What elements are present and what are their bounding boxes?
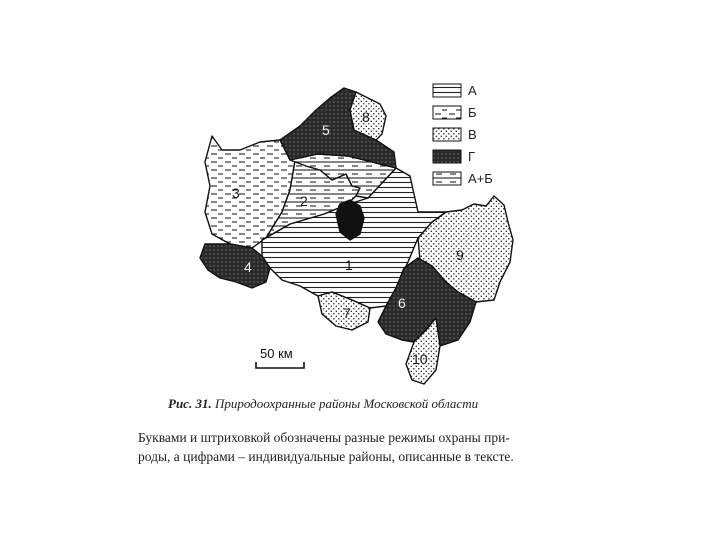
oblast-map bbox=[200, 88, 513, 384]
description-line-1: Буквами и штриховкой обозначены разные режимы охраны при- bbox=[138, 430, 510, 445]
legend-swatch-g bbox=[433, 150, 461, 163]
figure-caption bbox=[168, 396, 588, 412]
region-label-9: 9 bbox=[456, 247, 464, 263]
legend-swatch-v bbox=[433, 128, 461, 141]
region-4-area bbox=[200, 244, 270, 288]
region-label-8: 8 bbox=[362, 109, 370, 125]
region-label-1: 1 bbox=[345, 257, 353, 273]
description-line-2: роды, а цифрами – индивидуальные районы, описанные в тексте. bbox=[138, 449, 514, 464]
figure-number: Рис. 31. bbox=[168, 396, 212, 411]
legend-label-g: Г bbox=[468, 149, 476, 164]
legend-swatch-b bbox=[433, 106, 461, 119]
region-label-5: 5 bbox=[322, 122, 330, 138]
region-label-2: 2 bbox=[300, 193, 308, 209]
legend-label-ab: А+Б bbox=[468, 171, 493, 186]
scale-bar bbox=[256, 346, 304, 368]
region-label-6: 6 bbox=[398, 295, 406, 311]
scale-line bbox=[256, 362, 304, 368]
legend bbox=[433, 83, 493, 186]
region-label-4: 4 bbox=[244, 259, 252, 275]
legend-label-v: В bbox=[468, 127, 477, 142]
figure-title: Природоохранные районы Московской области bbox=[214, 396, 479, 411]
legend-swatch-a bbox=[433, 84, 461, 97]
legend-swatch-ab bbox=[433, 172, 461, 185]
region-label-7: 7 bbox=[343, 305, 351, 321]
figure-description bbox=[138, 428, 586, 466]
region-label-3: 3 bbox=[232, 185, 240, 201]
legend-label-b: Б bbox=[468, 105, 477, 120]
legend-label-a: А bbox=[468, 83, 477, 98]
scale-label: 50 км bbox=[260, 346, 293, 361]
region-label-10: 10 bbox=[412, 351, 428, 367]
